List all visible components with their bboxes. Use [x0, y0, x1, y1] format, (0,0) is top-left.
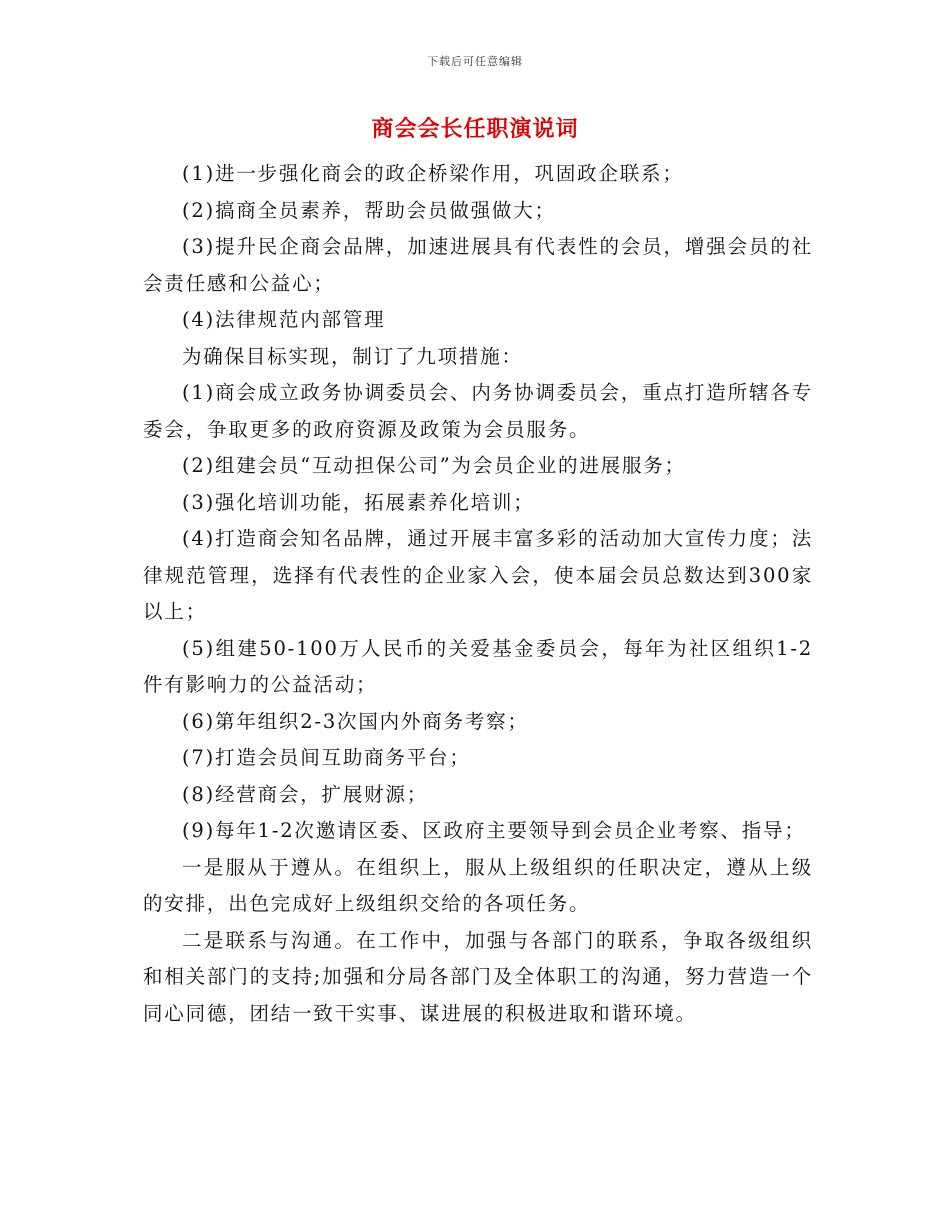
paragraph: (4)打造商会知名品牌，通过开展丰富多彩的活动加大宣传力度；法律规范管理，选择有代表性的企业家入会，使本届会员总数达到300家以上； — [143, 527, 813, 623]
paragraph: (5)组建50-100万人民币的关爱基金委员会，每年为社区组织1-2件有影响力的公益活动； — [143, 636, 813, 696]
paragraph: 一是服从于遵从。在组织上，服从上级组织的任职决定，遵从上级的安排，出色完成好上级组织交给的各项任务。 — [143, 855, 813, 915]
paragraph: (8)经营商会，扩展财源； — [182, 782, 429, 806]
document-body — [143, 156, 813, 1032]
paragraph: 为确保目标实现，制订了九项措施： — [182, 344, 523, 368]
paragraph: (6)第年组织2-3次国内外商务考察； — [182, 709, 529, 733]
paragraph: (1)进一步强化商会的政企桥梁作用，巩固政企联系； — [182, 162, 684, 185]
paragraph: 二是联系与沟通。在工作中，加强与各部门的联系，争取各级组织和相关部门的支持;加强和分局各部门及全体职工的沟通，努力营造一个同心同德，团结一致干实事、谋进展的积极进取和谐环境。 — [143, 928, 813, 1025]
paragraph: (2)组建会员“互动担保公司”为会员企业的进展服务； — [182, 454, 686, 477]
paragraph: (2)搞商全员素养，帮助会员做强做大； — [182, 198, 556, 222]
paragraph: (4)法律规范内部管理 — [182, 308, 386, 331]
page-title: 商会会长任职演说词 — [371, 117, 579, 142]
header-note: 下载后可任意编辑 — [427, 55, 523, 68]
paragraph: (9)每年1-2次邀请区委、区政府主要领导到会员企业考察、指导； — [182, 819, 806, 842]
paragraph: (1)商会成立政务协调委员会、内务协调委员会，重点打造所辖各专委会，争取更多的政府资源及政策为会员服务。 — [143, 381, 813, 441]
paragraph: (3)提升民企商会品牌，加速进展具有代表性的会员，增强会员的社会责任感和公益心； — [143, 235, 813, 295]
paragraph: (7)打造会员间互助商务平台； — [182, 746, 471, 769]
paragraph: (3)强化培训功能，拓展素养化培训； — [182, 490, 535, 514]
